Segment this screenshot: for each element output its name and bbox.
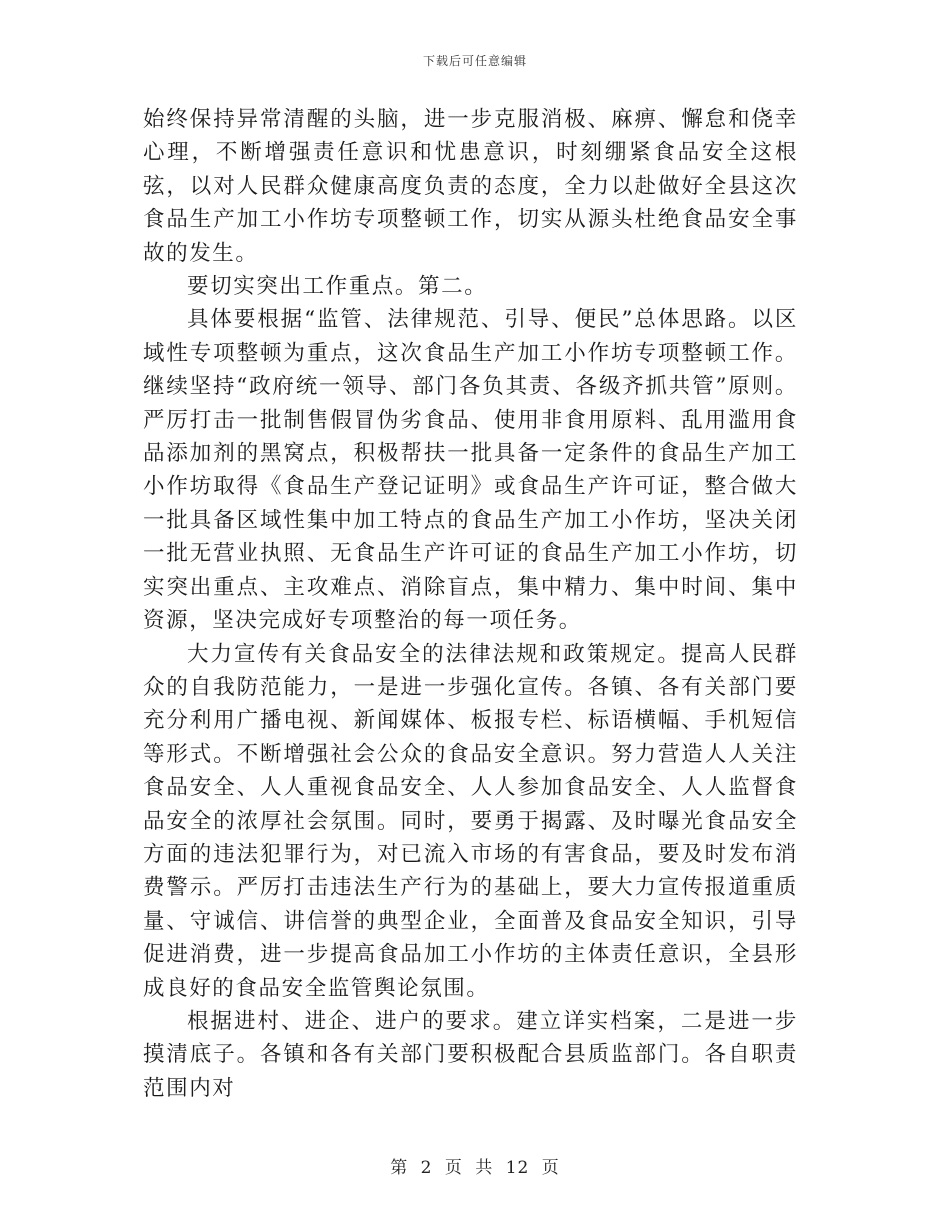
paragraph-4: 大力宣传有关食品安全的法律法规和政策规定。提高人民群众的自我防范能力，一是进一步强化宣传。各镇、各有关部门要充分利用广播电视、新闻媒体、板报专栏、标语横幅、手机短信等形式。不断增强社会公众的食品安全意识。努力营造人人关注食品安全、人人重视食品安全、人人参加食品安全、人人监督食品安全的浓厚社会氛围。同时，要勇于揭露、及时曝光食品安全方面的违法犯罪行为，对已流入市场的有害食品，要及时发布消费警示。严厉打击违法生产行为的基础上，要大力宣传报道重质量、守诚信、讲信誉的典型企业，全面普及食品安全知识，引导促进消费，进一步提高食品加工小作坊的主体责任意识，全县形成良好的食品安全监管舆论氛围。 xyxy=(143,641,798,1001)
paragraph-5: 根据进村、进企、进户的要求。建立详实档案，二是进一步摸清底子。各镇和各有关部门要积极配合县质监部门。各自职责范围内对 xyxy=(143,1008,798,1101)
page-number-footer: 第 2 页 共 12 页 xyxy=(390,1158,560,1178)
paragraph-1: 始终保持异常清醒的头脑，进一步克服消极、麻痹、懈怠和侥幸心理，不断增强责任意识和忧患意识，时刻绷紧食品安全这根弦，以对人民群众健康高度负责的态度，全力以赴做好全县这次食品生产加工小作坊专项整顿工作，切实从源头杜绝食品安全事故的发生。 xyxy=(143,107,798,266)
paragraph-2: 要切实突出工作重点。第二。 xyxy=(187,274,488,300)
paragraph-3: 具体要根据“监管、法律规范、引导、便民”总体思路。以区域性专项整顿为重点，这次食品生产加工小作坊专项整顿工作。继续坚持“政府统一领导、部门各负其责、各级齐抓共管”原则。严厉打击一批制售假冒伪劣食品、使用非食用原料、乱用滥用食品添加剂的黑窝点，积极帮扶一批具备一定条件的食品生产加工小作坊取得《食品生产登记证明》或食品生产许可证，整合做大一批具备区域性集中加工特点的食品生产加工小作坊，坚决关闭一批无营业执照、无食品生产许可证的食品生产加工小作坊，切实突出重点、主攻难点、消除盲点，集中精力、集中时间、集中资源，坚决完成好专项整治的每一项任务。 xyxy=(143,307,798,634)
document-body xyxy=(143,103,798,1105)
page-header-note: 下载后可任意编辑 xyxy=(422,54,527,68)
